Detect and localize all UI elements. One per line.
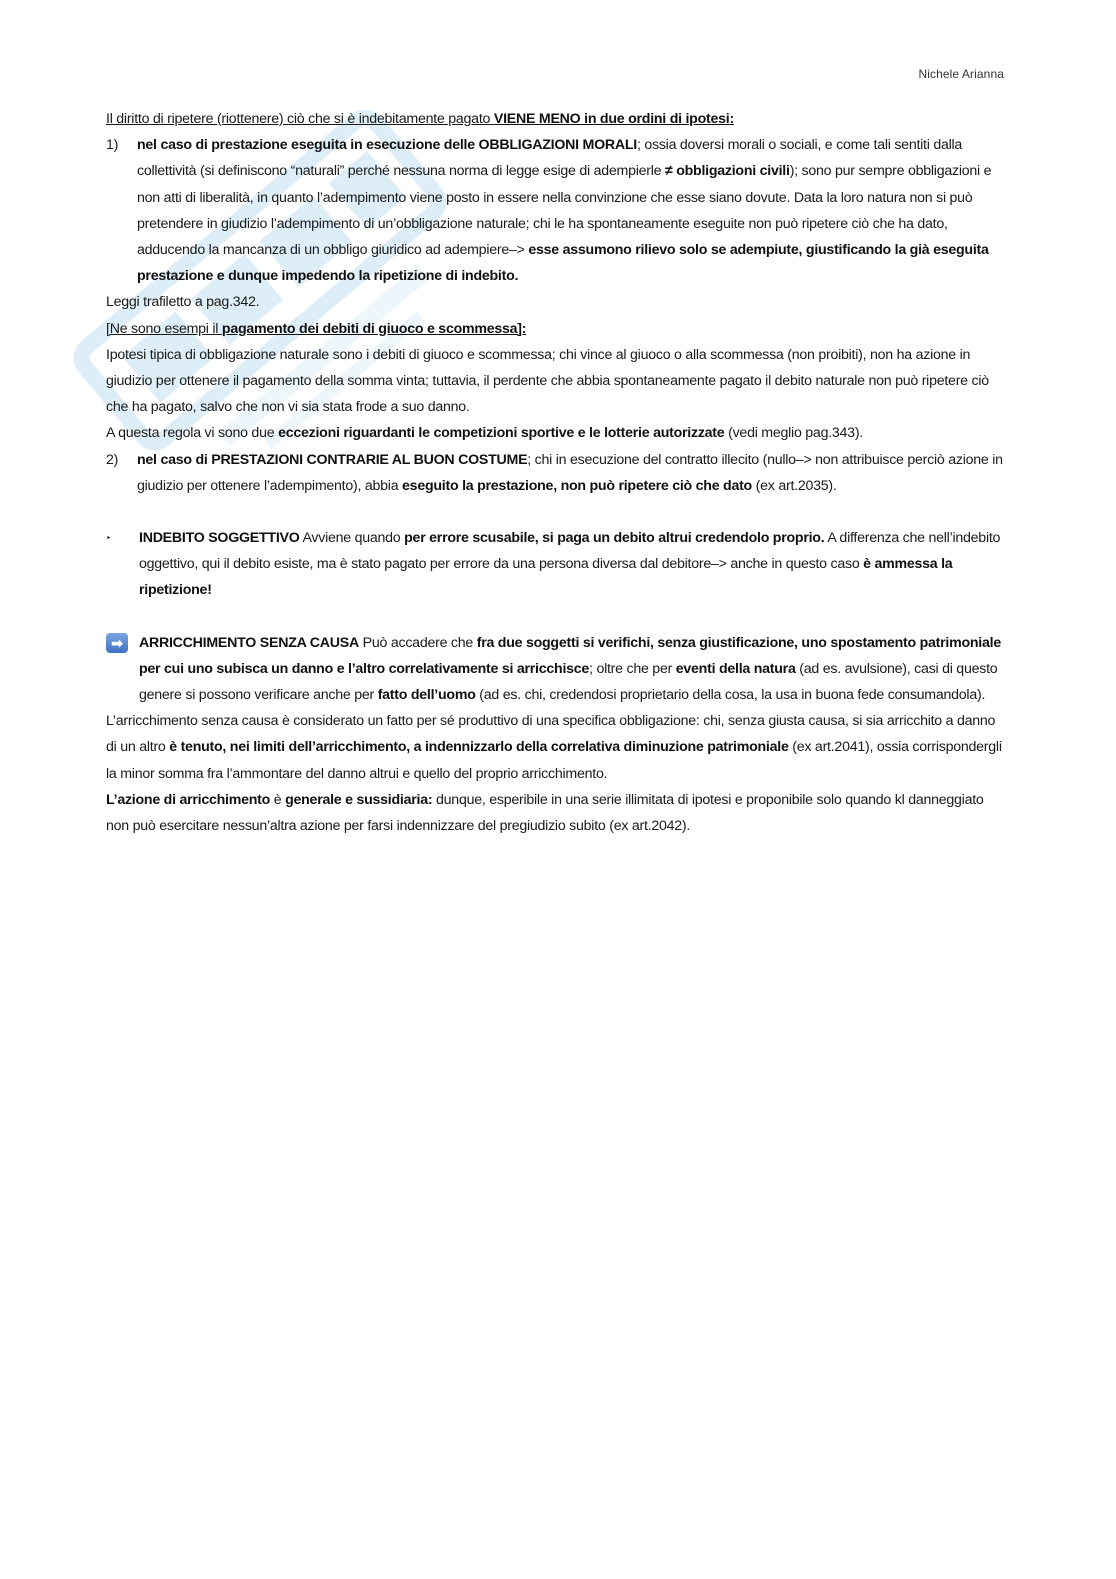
indebito-soggettivo-item	[106, 525, 1008, 604]
considerato-text2: (ex art.2041), ossia corrispondergli la minor somma fra l’ammontare del danno altrui e quello del proprio arricchimento.	[106, 739, 1002, 782]
azione-bold2: generale e sussidiaria:	[285, 791, 433, 808]
item1-text1: ; ossia doversi morali o sociali, e come tali sentiti dalla collettività (si definiscono “naturali” perché nessuna norma di legge esige di adempierle	[137, 137, 963, 180]
arricchimento-text2: ; oltre che per	[589, 660, 676, 677]
arricchimento-text4: (ad es. chi, credendosi proprietario della cosa, la usa in buona fede consumandola).	[475, 687, 986, 704]
arricchimento-text1: Può accadere che	[358, 634, 477, 651]
considerato-text1: L’arricchimento senza causa è considerato un fatto per sé produttivo di una specifica obbligazione: chi, senza giusta causa, si sia arricchito a danno di un altro	[106, 713, 996, 756]
considerato-paragraph	[106, 708, 1008, 787]
arricchimento-bold3: fatto dell’uomo	[377, 687, 476, 704]
leggi-line: Leggi trafiletto a pag.342.	[106, 294, 260, 311]
eccezioni-text1: A questa regola vi sono due	[106, 425, 279, 442]
esempi-text: [Ne sono esempi il	[106, 320, 222, 337]
soggettivo-text2: A differenza che nell’indebito oggettivo, qui il debito esiste, ma è stato pagato per errore da una persona diversa dal debitore–> anche in questo caso	[139, 530, 1001, 573]
list-item-2	[106, 447, 1008, 499]
list-number-1: 1)	[106, 137, 119, 154]
document-body	[106, 106, 1008, 839]
arricchimento-bold1: fra due soggetti si verifichi, senza giustificazione, uno spostamento patrimoniale per cui uno subisca un danno e l’altro correlativamente si arricchisce	[139, 634, 1001, 677]
list-item-1	[106, 132, 1008, 289]
considerato-bold: è tenuto, nei limiti dell’arricchimento, a indennizzarlo della correlativa diminuzione patrimoniale	[169, 739, 789, 756]
soggettivo-bold2: è ammessa la ripetizione!	[139, 556, 953, 599]
spacer	[106, 604, 1008, 630]
intro-paragraph	[106, 106, 1008, 132]
eccezioni-bold: eccezioni riguardanti le competizioni sportive e le lotterie autorizzate	[278, 425, 725, 442]
author-name: Nichele Arianna	[918, 67, 1004, 81]
eccezioni-text2: (vedi meglio pag.343).	[724, 425, 863, 442]
azione-paragraph	[106, 787, 1008, 839]
intro-bold: VIENE MENO in due ordini di ipotesi:	[493, 111, 734, 127]
azione-bold1: L’azione di arricchimento	[106, 791, 271, 808]
azione-text2: dunque, esperibile in una serie illimitata di ipotesi e proponibile solo quando kl danneggiato non può esercitare nessun’altra azione per farsi indennizzare del pregiudizio subito (ex art.2042).	[106, 791, 984, 835]
arricchimento-bold2: eventi della natura	[675, 660, 796, 677]
soggettivo-text1: Avviene quando	[299, 530, 405, 547]
ipotesi-paragraph: Ipotesi tipica di obbligazione naturale sono i debiti di giuoco e scommessa; chi vince al giuoco o alla scommessa (non proibiti), non ha azione in giudizio per ottenere il pagamento della somma vinta; tuttavia, il perdente che abbia spontaneamente pagato il debito naturale non può ripetere ciò che ha pagato, salvo che non vi sia stata frode a suo danno.	[106, 346, 989, 416]
item2-bold1: nel caso di PRESTAZIONI CONTRARIE AL BUON COSTUME	[137, 451, 528, 468]
spacer	[106, 499, 1008, 525]
arricchimento-item	[106, 630, 1008, 709]
list-number-2: 2)	[106, 451, 119, 468]
soggettivo-bold1: per errore scusabile, si paga un debito altrui credendolo proprio.	[404, 530, 825, 547]
triangle-bullet-icon: ‣	[106, 533, 112, 544]
item1-bold2: obbligazioni civili	[672, 163, 790, 180]
soggettivo-title: INDEBITO SOGGETTIVO	[139, 530, 300, 547]
right-arrow-icon: ➡	[106, 633, 128, 653]
esempi-bold: pagamento dei debiti di giuoco e scommessa]:	[221, 320, 527, 337]
not-equal-symbol: ≠	[664, 163, 673, 180]
item2-text1: ; chi in esecuzione del contratto illecito (nullo–> non attribuisce perciò azione in giudizio per ottenere l’adempimento), abbia	[137, 451, 1003, 494]
azione-text1: è	[270, 791, 286, 808]
item2-bold2: eseguito la prestazione, non può ripetere ciò che dato	[402, 477, 752, 494]
item1-bold3: esse assumono rilievo solo se adempiute, giustificando la già eseguita prestazione e dunque impedendo la ripetizione di indebito.	[137, 242, 989, 285]
eccezioni-paragraph	[106, 420, 1008, 446]
arricchimento-title: ARRICCHIMENTO SENZA CAUSA	[139, 634, 359, 651]
item2-text2: (ex art.2035).	[751, 477, 837, 494]
arricchimento-text3: (ad es. avulsione), casi di questo genere si possono verificare anche per	[139, 660, 998, 704]
intro-text: Il diritto di ripetere (riottenere) ciò che si è indebitamente pagato	[106, 111, 494, 127]
esempi-line	[106, 316, 1008, 342]
item1-text2: ); sono pur sempre obbligazioni e non atti di liberalità, in quanto l’adempimento viene posto in essere nella convinzione che esse siano dovute. Data la loro natura non si può pretendere in giudizio l’adempimento di un’obbligazione naturale; chi le ha spontaneamente eseguite non può ripetere ciò che ha dato, adducendo la mancanza di un obbligo giuridico ad adempiere–>	[137, 163, 992, 259]
item1-bold1: nel caso di prestazione eseguita in esecuzione delle OBBLIGAZIONI MORALI	[137, 137, 637, 154]
